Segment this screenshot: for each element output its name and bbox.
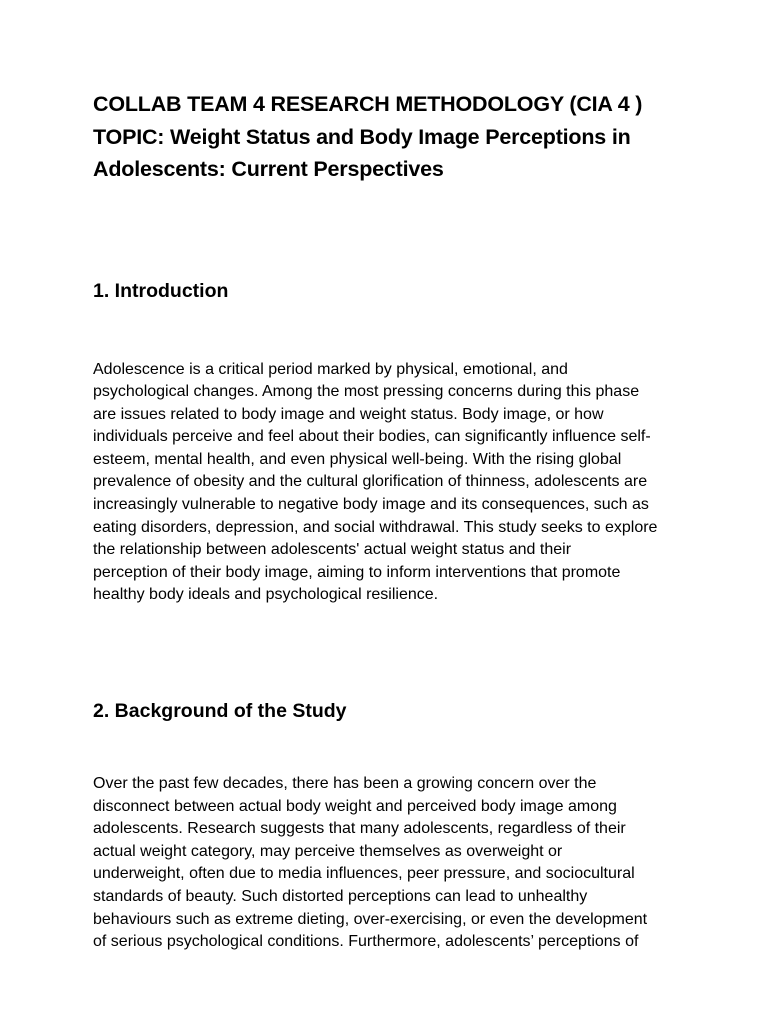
title-line: Adolescents: Current Perspectives — [93, 157, 444, 181]
paragraph-line: of serious psychological conditions. Furthermore, adolescents’ perceptions of — [93, 933, 639, 951]
title-line: COLLAB TEAM 4 RESEARCH METHODOLOGY (CIA 4 ) — [93, 92, 643, 116]
paragraph-line: increasingly vulnerable to negative body image and its consequences, such as — [93, 496, 649, 514]
background-paragraph — [93, 773, 683, 954]
paragraph-line: standards of beauty. Such distorted perceptions can lead to unhealthy — [93, 888, 588, 905]
title-line: TOPIC: Weight Status and Body Image Perceptions in — [93, 124, 631, 149]
paragraph-line: perception of their body image, aiming to inform interventions that promote — [93, 563, 621, 581]
paragraph-line: actual weight category, may perceive themselves as overweight or — [93, 842, 563, 860]
paragraph-line: Over the past few decades, there has been a growing concern over the — [93, 775, 597, 793]
document-page — [93, 88, 683, 954]
paragraph-line: eating disorders, depression, and social withdrawal. This study seeks to explore — [93, 518, 658, 536]
document-title — [93, 88, 683, 186]
introduction-paragraph — [93, 359, 683, 608]
paragraph-line: underweight, often due to media influences, peer pressure, and sociocultural — [93, 865, 635, 883]
paragraph-line: psychological changes. Among the most pressing concerns during this phase — [93, 383, 640, 401]
paragraph-line: adolescents. Research suggests that many adolescents, regardless of their — [93, 820, 626, 838]
paragraph-line: healthy body ideals and psychological resilience. — [93, 586, 439, 604]
paragraph-line: behaviours such as extreme dieting, over-exercising, or even the development — [93, 910, 648, 928]
paragraph-line: are issues related to body image and weight status. Body image, or how — [93, 405, 604, 423]
paragraph-line: individuals perceive and feel about their bodies, can significantly influence self- — [93, 428, 651, 446]
paragraph-line: esteem, mental health, and even physical well-being. With the rising global — [93, 450, 622, 468]
paragraph-line: disconnect between actual body weight and perceived body image among — [93, 797, 617, 815]
paragraph-line: Adolescence is a critical period marked by physical, emotional, and — [93, 360, 568, 378]
section-heading-introduction: 1. Introduction — [93, 279, 229, 302]
section-heading-background: 2. Background of the Study — [93, 700, 347, 723]
paragraph-line: prevalence of obesity and the cultural glorification of thinness, adolescents are — [93, 473, 648, 491]
paragraph-line: the relationship between adolescents' actual weight status and their — [93, 541, 572, 559]
